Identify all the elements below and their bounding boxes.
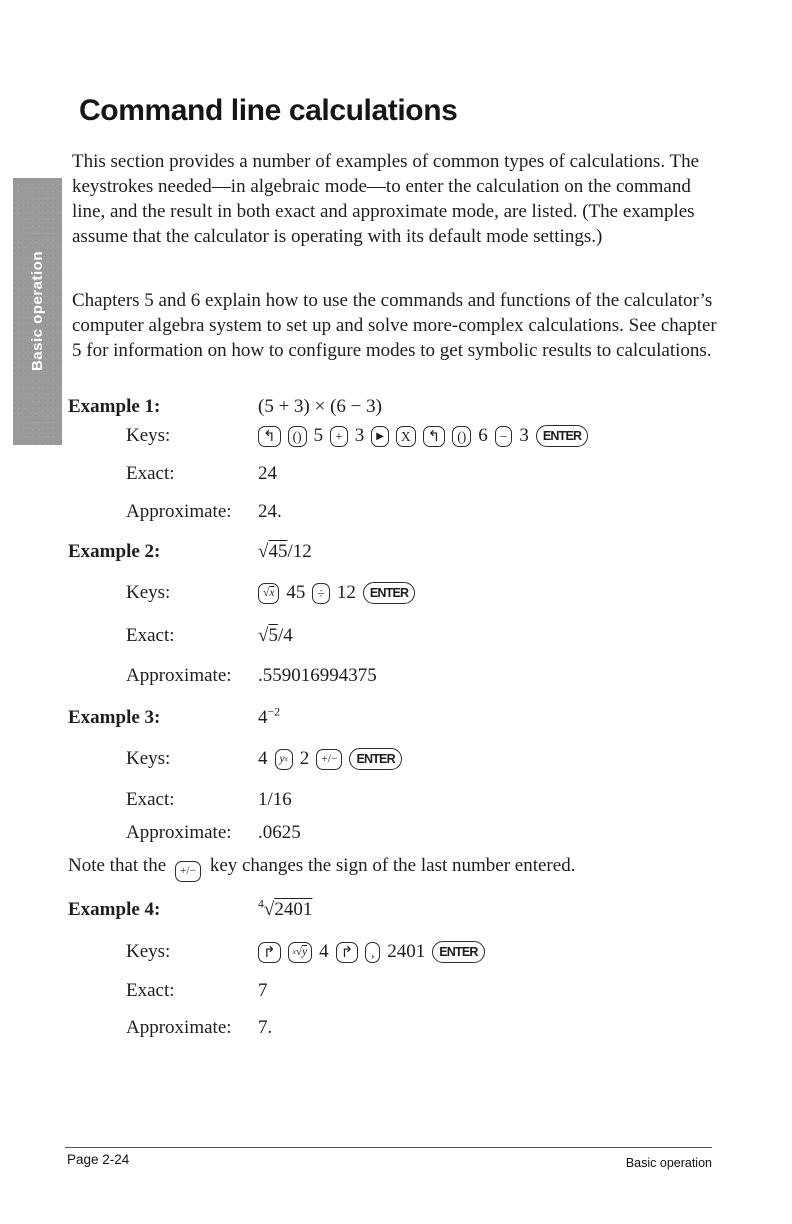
enter-key-icon: ENTER bbox=[536, 425, 588, 447]
parentheses-key-icon: () bbox=[452, 426, 471, 447]
xroot-arg: y bbox=[302, 945, 308, 958]
example-1-keys-row bbox=[126, 424, 582, 448]
power-base: 4 bbox=[258, 707, 268, 728]
example-4-keys-row bbox=[126, 940, 478, 964]
enter-key-icon: ENTER bbox=[363, 582, 415, 604]
exact-row-label: Exact: bbox=[126, 625, 175, 646]
footer-divider bbox=[65, 1147, 712, 1148]
example-3-approx-row bbox=[126, 821, 301, 845]
approx-row-label: Approximate: bbox=[126, 1017, 232, 1038]
example-4-expression bbox=[258, 898, 312, 922]
cursor-right-key-icon: ▶ bbox=[371, 426, 389, 447]
example-3-label: Example 3: bbox=[68, 707, 161, 728]
example-2-exact-row bbox=[126, 624, 293, 648]
keys-row-label: Keys: bbox=[126, 748, 171, 769]
number-45: 45 bbox=[286, 582, 306, 603]
keys-row-label: Keys: bbox=[126, 425, 171, 446]
xroot-key-icon: x √ y bbox=[288, 942, 313, 963]
number-12: 12 bbox=[336, 582, 356, 603]
footer-page-number: Page 2-24 bbox=[67, 1152, 130, 1167]
footer-section-name: Basic operation bbox=[625, 1156, 712, 1170]
xroot-sign: √ bbox=[295, 945, 303, 958]
example-2-header bbox=[68, 540, 312, 564]
exact-row-label: Exact: bbox=[126, 980, 175, 1001]
expression-rest: /12 bbox=[287, 541, 312, 562]
example-1-label: Example 1: bbox=[68, 396, 161, 417]
note-pre: Note that the bbox=[68, 855, 167, 876]
exact-rest: /4 bbox=[277, 625, 293, 646]
exact-row-label: Exact: bbox=[126, 789, 175, 810]
page-title: Command line calculations bbox=[79, 94, 458, 127]
exact-row-label: Exact: bbox=[126, 463, 175, 484]
approx-row-label: Approximate: bbox=[126, 665, 232, 686]
multiply-key-icon: X bbox=[396, 426, 416, 447]
example-1-expression: (5 + 3) × (6 − 3) bbox=[258, 396, 382, 417]
example-4-approx-value: 7. bbox=[258, 1017, 273, 1038]
digit-2: 2 bbox=[299, 748, 310, 769]
example-2-keys-row bbox=[126, 581, 409, 605]
sign-key-icon: +/− bbox=[316, 749, 342, 770]
plus-key-icon: + bbox=[330, 426, 348, 447]
example-3-exact-value: 1/16 bbox=[258, 789, 292, 810]
example-4-keys bbox=[258, 940, 485, 964]
divide-key-icon: ÷ bbox=[312, 583, 329, 604]
example-1-header bbox=[68, 395, 382, 419]
approx-row-label: Approximate: bbox=[126, 501, 232, 522]
radical-sign: √ bbox=[263, 899, 275, 920]
example-3-exact-row bbox=[126, 788, 292, 812]
digit-6: 6 bbox=[478, 425, 488, 446]
chapters-paragraph: Chapters 5 and 6 explain how to use the commands and functions of the calculator’s computer algebra system to set up and solve more-complex calculations. See chapter 5 for information on how to configure modes to get symbolic results to calculations. bbox=[72, 290, 717, 361]
note-post: key changes the sign of the last number entered. bbox=[209, 855, 576, 876]
radicand: 2401 bbox=[274, 899, 313, 920]
digit-4: 4 bbox=[319, 941, 329, 962]
example-4-approx-row bbox=[126, 1016, 273, 1040]
example-1-keys bbox=[258, 424, 588, 448]
enter-key-icon: ENTER bbox=[349, 748, 401, 770]
example-3-expression bbox=[258, 706, 280, 730]
example-4-exact-value: 7 bbox=[258, 980, 268, 1001]
intro-paragraph: This section provides a number of examples of common types of calculations. The keystrokes needed—in algebraic mode—to enter the calculation on the command line, and the result in both exact and approximate mode, are listed. (The examples assume that the calculator is operating with its default mode settings.) bbox=[72, 151, 700, 247]
digit-5: 5 bbox=[313, 425, 324, 446]
digit-4: 4 bbox=[258, 748, 268, 769]
example-4-label: Example 4: bbox=[68, 899, 161, 920]
example-3-header bbox=[68, 705, 281, 730]
example-2-exact-value bbox=[258, 624, 293, 648]
power-exponent: −2 bbox=[267, 705, 281, 719]
sqrt-arg: x bbox=[269, 586, 275, 599]
minus-key-icon: − bbox=[495, 426, 513, 447]
sidebar-tab-basic-operation bbox=[13, 178, 62, 445]
enter-key-icon: ENTER bbox=[432, 941, 484, 963]
example-2-approx-row bbox=[126, 664, 377, 688]
power-key-base: y bbox=[279, 752, 285, 765]
example-1-exact-value: 24 bbox=[258, 463, 277, 484]
right-shift-key-icon: ↱ bbox=[336, 942, 359, 963]
root-index: 4 bbox=[258, 897, 264, 911]
number-2401: 2401 bbox=[387, 941, 426, 962]
digit-3: 3 bbox=[354, 425, 365, 446]
approx-row-label: Approximate: bbox=[126, 822, 232, 843]
example-1-approx-value: 24. bbox=[258, 501, 282, 522]
sqrt-key-icon bbox=[258, 583, 279, 604]
right-shift-key-icon: ↱ bbox=[258, 942, 281, 963]
example-4-header bbox=[68, 897, 313, 922]
sqrt-sign: √ bbox=[263, 586, 270, 599]
y-to-x-key-icon: y x bbox=[275, 749, 293, 770]
example-1-exact-row bbox=[126, 462, 277, 486]
radicand: 45 bbox=[268, 541, 288, 562]
example-3-approx-value: .0625 bbox=[258, 822, 301, 843]
example-1-approx-row bbox=[126, 500, 282, 524]
example-2-keys bbox=[258, 581, 415, 605]
keys-row-label: Keys: bbox=[126, 941, 171, 962]
sign-key-icon: +/− bbox=[175, 861, 201, 882]
left-shift-key-icon: ↰ bbox=[258, 426, 281, 447]
left-shift-key-icon: ↰ bbox=[423, 426, 446, 447]
sidebar-tab-label: Basic operation bbox=[29, 251, 46, 372]
example-4-exact-row bbox=[126, 979, 268, 1003]
radical-sign: √ bbox=[258, 625, 269, 646]
digit-3: 3 bbox=[519, 425, 529, 446]
sign-key-note bbox=[68, 853, 748, 882]
example-3-keys bbox=[258, 747, 402, 771]
example-2-expression bbox=[258, 540, 312, 564]
example-2-approx-value: .559016994375 bbox=[258, 665, 377, 686]
comma-key-icon: , bbox=[365, 942, 380, 963]
example-3-keys-row bbox=[126, 747, 395, 771]
radical-sign: √ bbox=[258, 541, 269, 562]
example-2-label: Example 2: bbox=[68, 541, 161, 562]
keys-row-label: Keys: bbox=[126, 582, 171, 603]
parentheses-key-icon: () bbox=[288, 426, 307, 447]
radicand: 5 bbox=[268, 625, 278, 646]
